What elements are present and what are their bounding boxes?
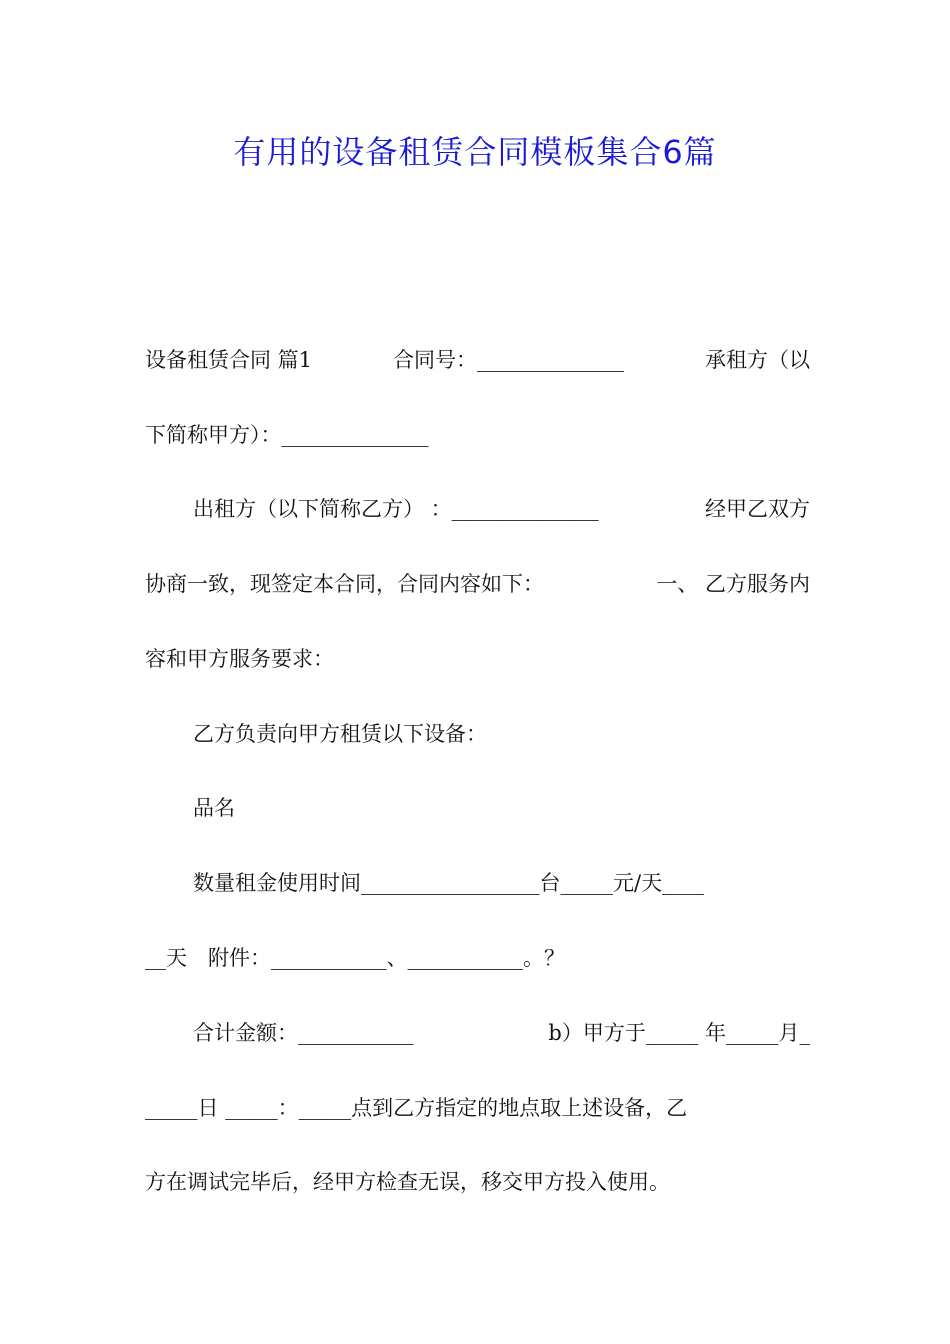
contract-line-5: 容和甲方服务要求： xyxy=(145,647,334,671)
contract-line-8: 数量租金使用时间_________________台_____元/天____ xyxy=(193,871,705,895)
agreement-text: 协商一致，现签定本合同，合同内容如下： xyxy=(145,572,544,596)
document-title: 有用的设备租赁合同模板集合6篇 xyxy=(233,133,717,171)
lessee-label-start: 承租方（以 xyxy=(704,348,810,372)
contract-line-4 xyxy=(145,567,810,601)
contract-line-7: 品名 xyxy=(193,796,235,820)
contract-line-11: _____日 _____：_____点到乙方指定的地点取上述设备，乙 xyxy=(145,1096,688,1120)
contract-line-3 xyxy=(145,492,810,526)
contract-line-10 xyxy=(145,1016,810,1050)
contract-line-9: __天 附件：___________、___________。？ xyxy=(145,946,565,970)
contract-line-12: 方在调试完毕后，经甲方检查无误，移交甲方投入使用。 xyxy=(145,1170,670,1194)
contract-heading: 设备租赁合同 篇1 xyxy=(145,348,313,372)
pickup-date-field: b）甲方于_____ 年_____月_ xyxy=(548,1021,810,1045)
agreement-start: 经甲乙双方 xyxy=(705,497,810,521)
contract-number-field: 合同号：______________ xyxy=(393,348,625,372)
contract-line-2: 下简称甲方）：______________ xyxy=(145,423,429,447)
contract-line-1 xyxy=(145,343,810,377)
contract-line-6: 乙方负责向甲方租赁以下设备： xyxy=(193,722,487,746)
total-amount-field: 合计金额：___________ xyxy=(193,1021,414,1045)
lessor-field: 出租方（以下简称乙方） ：______________ xyxy=(193,497,599,521)
section-one-heading: 一、 乙方服务内 xyxy=(656,572,810,596)
